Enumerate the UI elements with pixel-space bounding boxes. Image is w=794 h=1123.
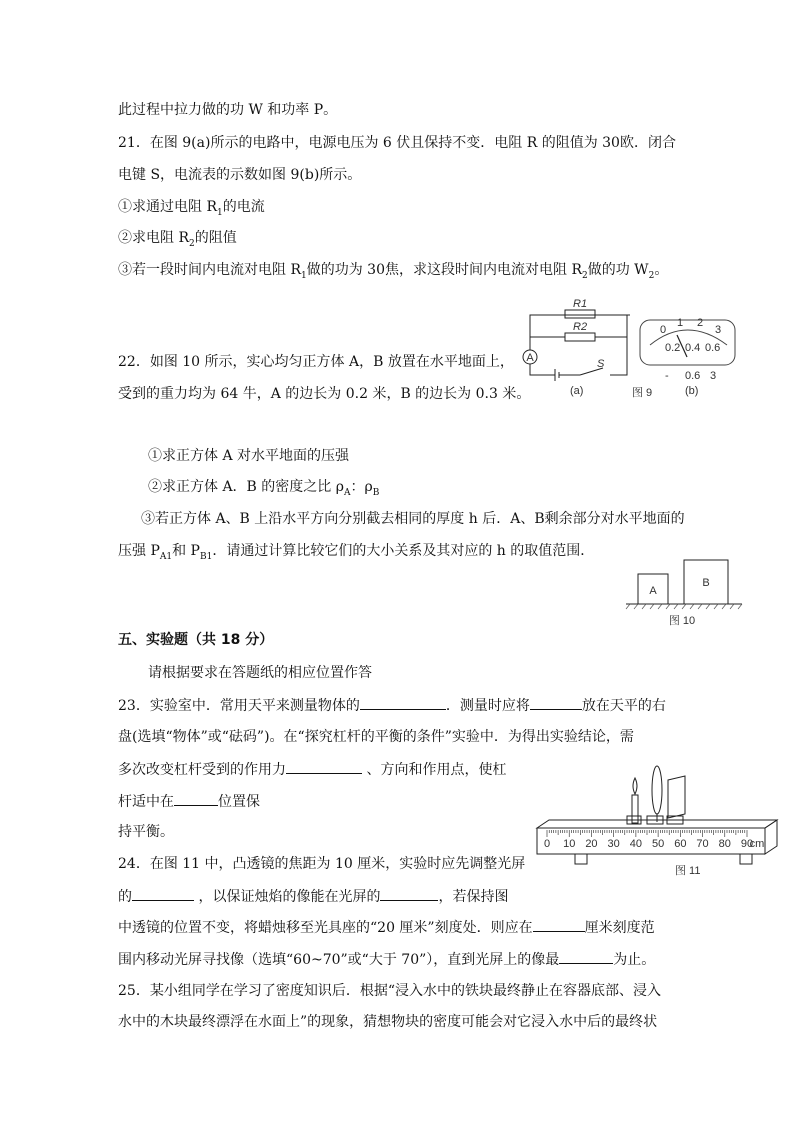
answer-blank[interactable] <box>360 695 446 710</box>
caption-a: (a) <box>570 385 584 397</box>
ruler-tick-label: 10 <box>563 838 576 850</box>
meter-tick: 1 <box>677 317 684 329</box>
meter-tick: 2 <box>697 317 704 329</box>
figure-9-circuit <box>515 295 750 400</box>
ruler-tick-label: cm <box>749 838 765 850</box>
ruler-tick-label: 40 <box>629 838 643 850</box>
question-23: 23．实验室中．常用天平来测量物体的 ．测量时应将 放在天平的右 <box>118 695 666 716</box>
switch-label: S <box>597 358 605 370</box>
convex-lens <box>652 766 662 814</box>
candle <box>632 795 638 823</box>
question-24-cont2: 中透镜的位置不变，将蜡烛移至光具座的“20 厘米”刻度处．则应在 厘米刻度范 <box>118 917 655 938</box>
question-21: 21．在图 9(a)所示的电路中，电源电压为 6 伏且保持不变．电阻 R 的阻值为 30欧．闭合 <box>118 135 676 151</box>
answer-blank[interactable] <box>380 886 438 901</box>
meter-tick-small: 0.2 <box>665 342 681 354</box>
figure-10-caption: 图 10 <box>668 615 696 627</box>
question-22-part3: ③若正方体 A、B 上沿水平方向分别截去相同的厚度 h 后．A、B剩余部分对水平地面的 <box>141 511 685 527</box>
meter-tick-small: 0.6 <box>705 342 721 354</box>
text-line: 此过程中拉力做的功 W 和功率 P。 <box>118 102 338 118</box>
answer-blank[interactable] <box>530 695 582 710</box>
question-22-part3-cont: 压强 $P_{A1}$和 $P_{B1}$．请通过计算比较它们的大小关系及其对应的 h 的取值范围． <box>118 543 595 562</box>
figure-9-caption: 图 9 <box>632 387 653 399</box>
question-24-cont: 的 ，以保证烛焰的像能在光屏的 ，若保持图 <box>118 886 508 907</box>
light-screen <box>668 776 685 818</box>
question-21-cont: 电键 S，电流表的示数如图 9(b)所示。 <box>118 167 362 183</box>
question-21-part1: ①求通过电阻 $R_1$的电流 <box>118 199 265 218</box>
question-23-cont4: 持平衡。 <box>118 824 174 840</box>
question-24: 24．在图 11 中，凸透镜的焦距为 10 厘米，实验时应先调整光屏 <box>118 856 526 872</box>
ruler-tick-label: 80 <box>718 838 731 850</box>
candle-flame <box>633 778 637 794</box>
question-21-part3: ③若一段时间内电流对电阻 $R_1$做的功为 30焦，求这段时间内电流对电阻 $R_2$做的功 $W_2$。 <box>118 262 669 281</box>
ruler-tick-label: 0 <box>543 838 551 850</box>
instruction: 请根据要求在答题纸的相应位置作答 <box>148 665 372 681</box>
answer-blank[interactable] <box>533 917 585 932</box>
block-b-label: B <box>702 577 710 589</box>
question-25: 25．某小组同学在学习了密度知识后．根据“浸入水中的铁块最终静止在容器底部、浸入 <box>118 983 661 999</box>
ruler-tick-label: 70 <box>696 838 709 850</box>
answer-blank[interactable] <box>286 759 362 774</box>
figure-11-caption: 图 11 <box>675 865 701 877</box>
figure-11-optical-bench <box>535 760 780 878</box>
answer-blank[interactable] <box>559 949 613 964</box>
ruler-tick-label: 90 <box>740 838 754 850</box>
question-21-part2: ②求电阻 $R_2$的阻值 <box>118 230 237 249</box>
answer-blank[interactable] <box>132 886 194 901</box>
ammeter-label: A <box>526 352 534 364</box>
question-22-part2: ②求正方体 A．B 的密度之比 $\rho_A$：$\rho_B$ <box>148 479 380 498</box>
ruler-tick-label: 30 <box>607 838 620 850</box>
question-24-cont3: 围内移动光屏寻找像（选填“60~70”或“大于 70”），直到光屏上的像最 为止。 <box>118 949 655 970</box>
ruler-tick-label: 60 <box>674 838 687 850</box>
question-23-cont2: 多次改变杠杆受到的作用力 、方向和作用点，使杠 <box>118 759 506 780</box>
question-25-cont: 水中的木块最终漂浮在水面上”的现象，猜想物块的密度可能会对它浸入水中后的最终状 <box>118 1014 658 1030</box>
question-22-cont: 受到的重力均为 64 牛，A 的边长为 0.2 米，B 的边长为 0.3 米。 <box>118 386 531 402</box>
caption-b: (b) <box>685 385 699 397</box>
meter-tick: 0 <box>660 324 667 336</box>
block-a-label: A <box>649 585 657 597</box>
r2-label: R2 <box>573 321 588 333</box>
question-23-cont: 盘(选填“物体”或“砝码”)。在“探究杠杆的平衡的条件”实验中．为得出实验结论，需 <box>118 729 634 745</box>
ruler-tick-label: 20 <box>585 838 598 850</box>
section-title: 五、实验题（共 18 分） <box>118 632 274 648</box>
question-22-part1: ①求正方体 A 对水平地面的压强 <box>148 448 350 464</box>
terminal-label: - <box>665 370 669 382</box>
question-23-cont3: 杆适中在 位置保 <box>118 791 260 812</box>
ruler-tick-label: 50 <box>651 838 665 850</box>
meter-tick: 3 <box>715 324 722 336</box>
answer-blank[interactable] <box>174 791 218 806</box>
figure-10-blocks <box>622 558 747 630</box>
question-22: 22．如图 10 所示，实心均匀正方体 A，B 放置在水平地面上， <box>118 354 514 370</box>
r1-label: R1 <box>573 298 588 310</box>
terminal-label: 3 <box>710 370 717 382</box>
terminal-label: 0.6 <box>685 370 701 382</box>
meter-tick-small: 0.4 <box>685 342 701 354</box>
